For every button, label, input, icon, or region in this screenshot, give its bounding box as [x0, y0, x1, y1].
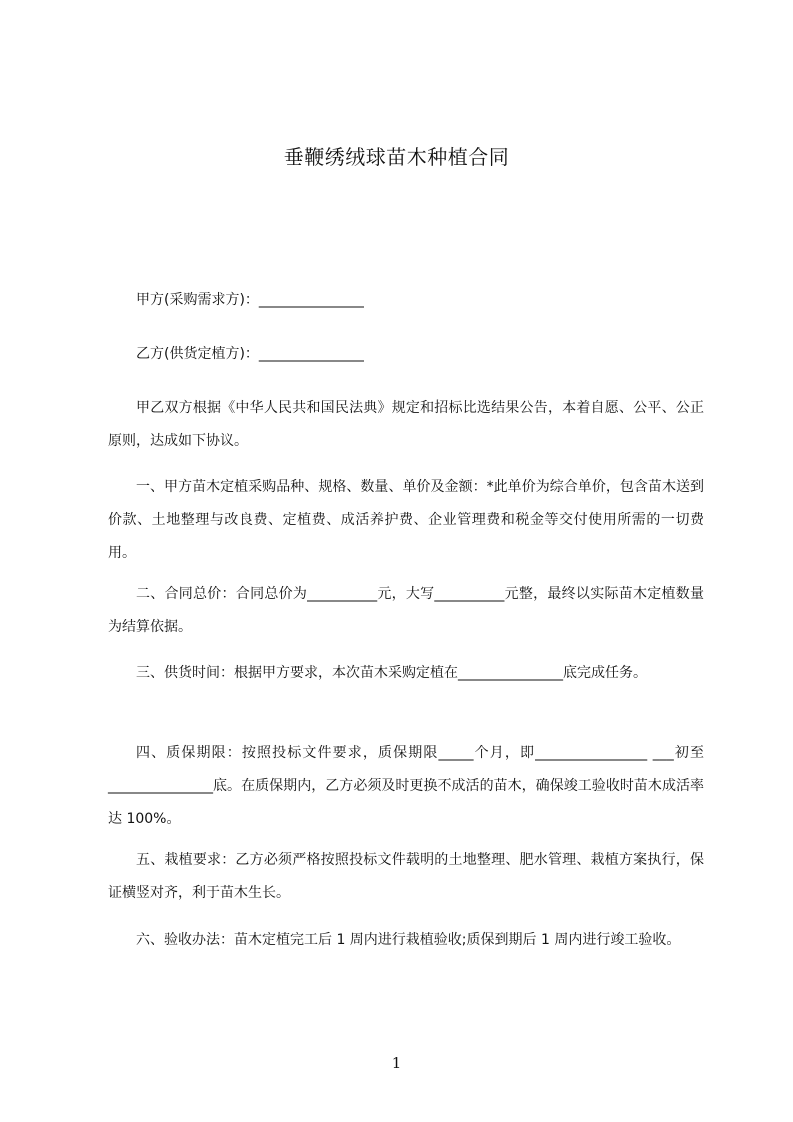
clause-2-paragraph — [108, 578, 704, 644]
document-title: 垂鞭绣绒球苗木种植合同 — [283, 145, 510, 169]
clause-5-paragraph — [108, 844, 704, 910]
clause-1-text: 一、甲方苗木定植采购品种、规格、数量、单价及金额：*此单价为综合单价，包含苗木送到价款、土地整理与改良费、定植费、成活养护费、企业管理费和税金等交付使用所需的一切费用。 — [108, 479, 704, 561]
clause-4-text: 四、质保期限：按照投标文件要求，质保期限_____个月，即________________ ___初至_______________底。在质保期内，乙方必须及时更换不成活的苗木，确保竣工验收时苗木成活率达 100%。 — [108, 745, 704, 827]
clause-5-text: 五、栽植要求：乙方必须严格按照投标文件载明的土地整理、肥水管理、栽植方案执行，保证横竖对齐，利于苗木生长。 — [108, 852, 704, 901]
party-a-text: 甲方(采购需求方)：_______________ — [136, 292, 364, 308]
clause-6-text: 六、验收办法：苗木定植完工后 1 周内进行栽植验收;质保到期后 1 周内进行竣工验收。 — [136, 932, 681, 948]
party-b-text: 乙方(供货定植方)：_______________ — [136, 346, 364, 362]
clause-3-paragraph — [108, 657, 704, 690]
clause-6-paragraph — [108, 924, 704, 957]
clause-2-text: 二、合同总价：合同总价为__________元，大写__________元整，最终以实际苗木定植数量为结算依据。 — [108, 586, 704, 635]
clause-3-text: 三、供货时间：根据甲方要求，本次苗木采购定植在_______________底完成任务。 — [136, 665, 647, 681]
page-number: 1 — [391, 1054, 402, 1072]
party-a-line — [108, 284, 704, 317]
intro-text: 甲乙双方根据《中华人民共和国民法典》规定和招标比选结果公告，本着自愿、公平、公正原则，达成如下协议。 — [108, 400, 704, 449]
party-b-line — [108, 338, 704, 371]
clause-1-paragraph — [108, 471, 704, 570]
clause-4-paragraph — [108, 737, 704, 836]
intro-paragraph — [108, 392, 704, 458]
